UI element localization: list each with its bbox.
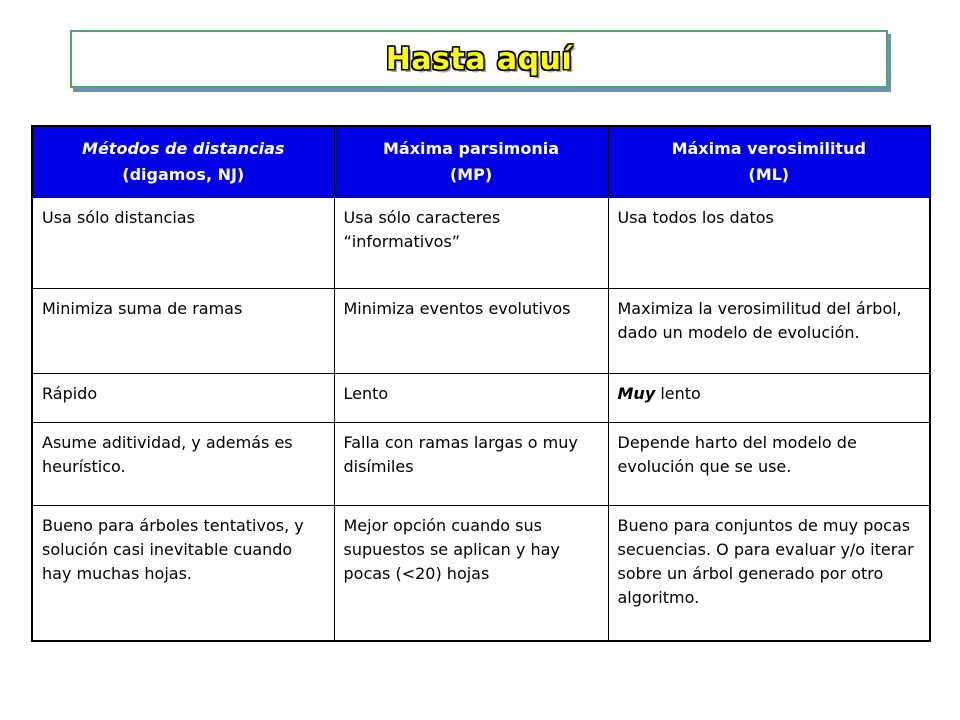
table-cell: Usa sólo caracteres “informativos” <box>334 198 608 289</box>
header-label: Máxima verosimilitud <box>671 139 866 158</box>
table-cell: Minimiza suma de ramas <box>32 289 334 374</box>
table-cell: Asume aditividad, y además es heurístico. <box>32 423 334 506</box>
table-row <box>32 423 930 506</box>
comparison-table <box>31 125 931 642</box>
table-cell: Bueno para conjuntos de muy pocas secuencias. O para evaluar y/o iterar sobre un árbol generado por otro algoritmo. <box>608 506 930 642</box>
header-sublabel: (ML) <box>748 165 790 184</box>
table-row <box>32 289 930 374</box>
table-cell: Bueno para árboles tentativos, y solución casi inevitable cuando hay muchas hojas. <box>32 506 334 642</box>
header-max-parsimony <box>334 126 608 198</box>
table-row <box>32 506 930 642</box>
header-max-likelihood <box>608 126 930 198</box>
table-cell: Minimiza eventos evolutivos <box>334 289 608 374</box>
cell-text: lento <box>655 384 701 403</box>
emphasis-text: Muy <box>617 384 656 403</box>
header-sublabel: (MP) <box>449 165 493 184</box>
header-label: Métodos de distancias <box>82 139 285 158</box>
table-cell: Rápido <box>32 374 334 423</box>
table-cell: Depende harto del modelo de evolución que se use. <box>608 423 930 506</box>
header-sublabel: (digamos, NJ) <box>122 165 245 184</box>
table-cell: Maximiza la verosimilitud del árbol, dado un modelo de evolución. <box>608 289 930 374</box>
header-label: Máxima parsimonia <box>382 139 560 158</box>
table-row <box>32 198 930 289</box>
title-banner <box>70 30 888 88</box>
table-row <box>32 374 930 423</box>
table-header-row <box>32 126 930 198</box>
table-cell: Mejor opción cuando sus supuestos se aplican y hay pocas (<20) hojas <box>334 506 608 642</box>
table-cell: Usa sólo distancias <box>32 198 334 289</box>
table-cell: Usa todos los datos <box>608 198 930 289</box>
slide-title: Hasta aquí <box>385 41 573 77</box>
table-cell: Falla con ramas largas o muy disímiles <box>334 423 608 506</box>
table-cell: Lento <box>334 374 608 423</box>
header-distance-methods <box>32 126 334 198</box>
table-cell <box>608 374 930 423</box>
